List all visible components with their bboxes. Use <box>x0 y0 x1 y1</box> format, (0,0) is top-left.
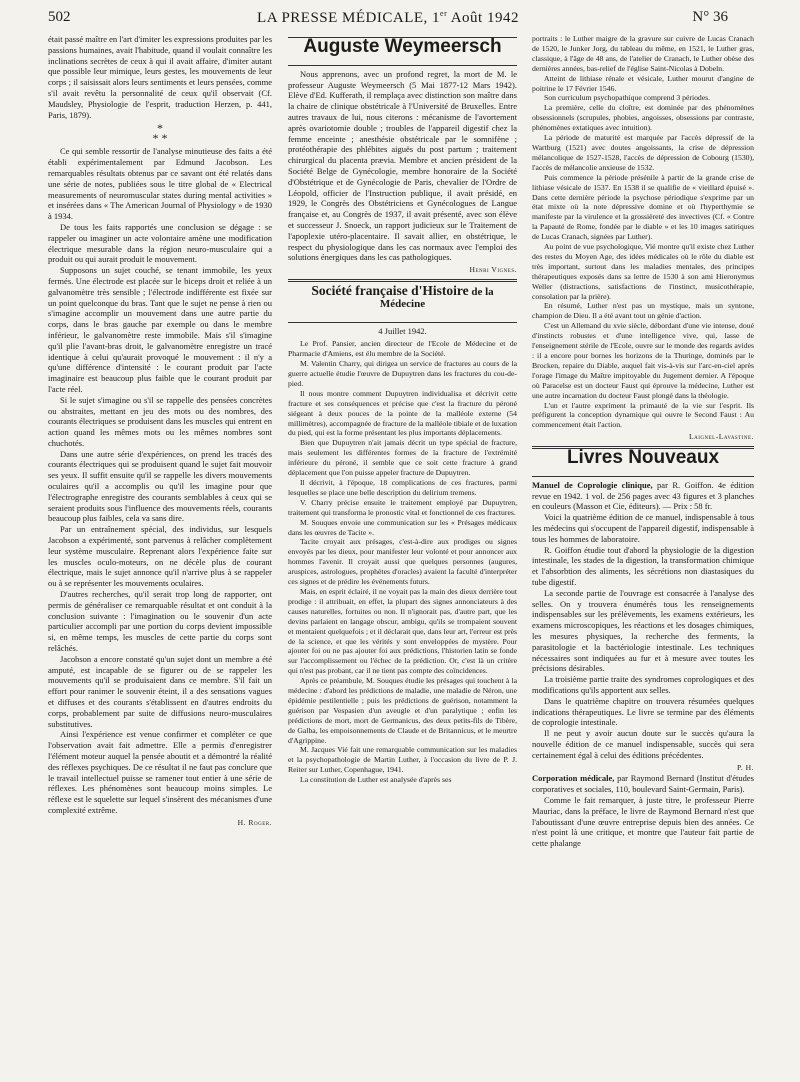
paragraph: Supposons un sujet couché, se tenant immobile, les yeux fermés. Une électrode est placée sur le biceps droit et reliée à un galvanomètre très sensible ; l'électrode indifférente est fixée sur un point quelconque du bras. Tant que le sujet ne pense à rien ou s'imagine accomplir un mouvement dans une autre partie du corps, dans le bras gauche par exemple ou dans le membre inférieur, le galvanomètre reste immobile. Mais s'il s'imagine qu'il plie l'avant-bras droit, le galvanomètre enregistre un tracé identique à celui qu'aurait provoqué le mouvement : il n'y a qu'une différence d'intensité : le courant produit par l'acte imaginaire est beaucoup plus faible que le courant produit par l'acte réel. <box>48 265 272 394</box>
book-citation <box>532 773 754 795</box>
books-section-title: Livres Nouveaux <box>566 447 720 469</box>
paragraph: V. Charry précise ensuite le traitement employé par Dupuytren, traitement qui transforma le pronostic vital et fonctionnel de ces fractures. <box>288 497 517 517</box>
paragraph: Tacite croyait aux présages, c'est-à-dire aux prodiges ou signes envoyés par les dieux, pour manifester leur volonté et pour annoncer aux hommes l'avenir. Il croyait aussi que quelques personnes (augures, aruspices, astrologues, prophètes d'oracles) avaient la faculté d'interpréter ces signes et de prédire les événements futurs. <box>288 537 517 587</box>
divider <box>288 65 517 66</box>
paragraph: En résumé, Luther n'est pas un mystique, mais un syntone, champion de Dieu. Il a été avant tout un génie d'action. <box>532 301 754 321</box>
book-title: Manuel de Coprologie clinique, <box>532 479 653 490</box>
paragraph: Si le sujet s'imagine ou s'il se rappelle des pensées concrètes ou abstraites, mettant en jeu des mots ou des nombres, des courants électriques se produisent dans les muscles qui entrent en action quand les mêmes mots ou les mêmes nombres sont chuchotés. <box>48 394 272 448</box>
divider <box>532 476 754 477</box>
paragraph: Ce qui semble ressortir de l'analyse minutieuse des faits a été établi expérimentalement par Edmund Jacobson. Les remarquables résultats obtenus par ce savant ont été relatés dans une série de notes, publiées sous le titre global de « Electrical measurements of neuromuscular states during mental activities » et insérées dans « The American Journal of Physiology » de 1930 à 1934. <box>48 146 272 222</box>
reviewer-signature: P. H. <box>736 762 754 772</box>
divider <box>288 279 517 282</box>
book-review <box>532 773 754 849</box>
paragraph: Par un entraînement spécial, des individus, sur lesquels Jacobson a expérimenté, sont parvenus à relâcher complètement leur système musculaire. Reprenant alors l'expérience faite sur les muscles oculo-moteurs, on ne décèle plus de courant électrique, mais le sujet annonce qu'il n'arrive plus à se rappeler ou à se représenter les mouvements oculaires. <box>48 524 272 589</box>
paragraph: Dans une autre série d'expériences, on prend les tracés des courants électriques qui se produisent quand le sujet fait mouvoir ses yeux. Il suffit ensuite qu'il se rappelle les divers mouvements oculaires qu'il a accomplis ou qu'il les imagine pour que l'électrographe enregistre des courants semblables à ceux qui se seraient produits sous l'influence des mouvements réels, courants beaucoup plus faibles, cela va sans dire. <box>48 448 272 524</box>
issue-date: Août 1942 <box>450 10 519 26</box>
paragraph: Dans le quatrième chapitre on trouvera résumées quelques indications thérapeutiques. Le livre se termine par des éléments de coprologie intestinale. <box>532 695 754 728</box>
society-title-rest: de la Médecine <box>379 285 494 310</box>
book-details: par Raymond Bernard (Institut d'études corporatives et sociales, 110, boulevard Saint-Germain, Paris). <box>532 773 754 795</box>
paragraph: Ainsi l'expérience est venue confirmer et compléter ce que l'observation avait fait admettre. Elle a permis d'enregistrer l'élément moteur auquel la pensée aboutit et a démontré la réalité des réflexes psychiques. De ce résultat il ne faut pas conclure que le travail intellectuel puisse se ramener tout entier à une série de réflexes. Les phénomènes sont beaucoup moins simples. Le réflexe est le squelette sur lequel s'insèrent des mécanismes d'une complexité extrême. <box>48 729 272 815</box>
paragraph: La constitution de Luther est analysée d'après ses <box>300 775 452 785</box>
column-middle <box>288 34 517 1074</box>
paragraph: M. Jacques Vié fait une remarquable communication sur les maladies et la psychopathologie de Martin Luther, à l'occasion du livre de P. J. Reiter sur Luther, Copenhague, 1941. <box>288 745 517 775</box>
paragraph: La première, celle du cloître, est dominée par des phénomènes obsessionnels (scrupules, phobies, angoisses, obsessions par contraste, phénomènes extatiques avec intuition). <box>532 103 754 133</box>
paragraph: était passé maître en l'art d'imiter les expressions produites par les passions humaines, avait l'habitude, quand il voulait connaître les inclinations secrètes de ceux à qui il avait affaire, d'imiter autant que possible leur mimique, leurs gestes, les mouvements de leur corps ; il saisissait alors leurs sentiments et leurs pensées, comme s'il avait revêtu la personnalité de ceux qu'il observait (Cf. Maudsley, Physiologie de l'esprit, traduction Herzen, p. 441, Paris, 1879). <box>48 34 272 120</box>
page-number: 502 <box>48 9 71 25</box>
obituary-title: Auguste Weymeersch <box>303 36 502 57</box>
section-asterisks: * * * <box>152 121 168 146</box>
paragraph: Mais, en esprit éclairé, il ne voyait pas la main des dieux derrière tout prodige : il attribuait, en effet, la plupart des signes annonciateurs à des causes naturelles, fortuites ou non. Il n'ignorait pas, d'autre part, que les devins parlaient en langage obscur, ambigu, qu'ils se trompaient souvent et mentaient quelquefois ; et il déclarait que, dans leur art, l'erreur est près de la science, et que les vérités y sont enveloppées de mystère. Pour ajouter foi ou ne pas ajouter foi aux prédictions, l'historien latin se fonde sur l'accomplissement ou l'échec de la prédiction. Or, c'est là un critère qui n'est pas probant, car il ne tient pas compte des coïncidences. <box>288 586 517 676</box>
paragraph: La période de maturité est marquée par l'accès dépressif de la Wartburg (1521) avec doutes angoissants, la crise de dépression mélancolique de 1527-1528, l'accès de dépression de Cobourg (1530), l'accès de mélancolie anxieuse de 1532. <box>532 133 754 172</box>
paragraph: L'un et l'autre expriment la primauté de la vie sur l'esprit. Ils préfigurent la conception dynamique qui ouvre le Second Faust : Au commencement était l'action. <box>532 400 754 430</box>
book-details: par R. Goiffon. 4e édition revue en 1942. 1 vol. de 256 pages avec 43 figures et 3 planches en couleurs (Masson et Cie, éditeurs). — Prix : 58 fr. <box>532 479 754 512</box>
divider <box>288 322 517 323</box>
column-right <box>532 34 754 1074</box>
paragraph: Il décrivit, à l'époque, 18 complications de ces fractures, parmi lesquelles se place une belle description du delirium tremens. <box>288 478 517 497</box>
paragraph: R. Goiffon étudie tout d'abord la physiologie de la digestion intestinale, les stades de la digestion, la transformation chimique et l'absorbtion des aliments, les sécrétions non diastasiques du tube digestif. <box>532 544 754 588</box>
paragraph: Bien que Dupuytren n'ait jamais décrit un type spécial de fracture, mais seulement les différentes formes de la fracture de l'extrémité inférieure du péroné, il semble que ce soit cette fracture à grand déplacement que l'on puisse appeler fracture de Dupuytren. <box>288 438 517 478</box>
issue-number: N° 36 <box>692 9 728 25</box>
paragraph: Atteint de lithiase rénale et vésicale, Luther mourut d'angine de poitrine le 17 Février 1546. <box>532 73 754 93</box>
paragraph: Voici la quatrième édition de ce manuel, indispensable à tous les médecins qui s'occupent de l'appareil digestif, indispensable à tous les hommes de laboratoire. <box>532 512 754 544</box>
paragraph: C'est un Allemand du xvie siècle, débordant d'une vie intense, doué d'instincts robustes et d'une intelligence vive, qui, lasse de l'enseignement stérile de l'Ecole, ouvre sur le monde des regards avides : il a encore pour bornes les horizons de la Thuringe, dominés par le Brocken, repaire du Diable, auquel fait vis-à-vis sur l'arc-en-ciel après l'orage l'image du Maître impitoyable du Jugement dernier. A l'époque où Paracelse est un docteur Faust qui éprouve la médecine, Luther est une autre incarnation du docteur Faust plongé dans la théologie. <box>532 321 754 400</box>
paragraph: Il ne peut y avoir aucun doute sur le succès qu'aura la nouvelle édition de ce manuel indispensable, succès qui sera certainement égal à celui des éditions précédentes. <box>532 728 754 760</box>
paragraph: Jacobson a encore constaté qu'un sujet dont un membre a été amputé, est incapable de se figurer ou de se rappeler les mouvements qu'il se produisaient dans ce membre. S'il fait un effort pour ranimer le souvenir éteint, il a des sensations vagues et diffuses et des courants s'établissent en d'autres endroits du corps, probablement par suite de diffusions neuro-musculaires substitutives. <box>48 653 272 729</box>
paragraph: Après ce préambule, M. Souques étudie les présages qui touchent à la médecine : d'abord les prédictions de maladie, une maladie de Néron, une épidémie pestilentielle ; puis les prédictions de guérison, notamment la guérison par Vespasien d'un aveugle et d'un paralytique ; enfin les prédictions de mort, mort de Germanicus, des deux petits-fils de Tibère, de Galba, les empoisonnements de Claude et de Britannicus, et le meurtre d'Agrippine. <box>288 676 517 745</box>
journal-name: LA PRESSE MÉDICALE, <box>257 10 428 26</box>
society-title <box>288 282 517 310</box>
paragraph: Comme le fait remarquer, à juste titre, le professeur Pierre Mauriac, dans la préface, le livre de Raymond Bernard n'est que l'aboutissant d'une œuvre entreprise depuis bien des années. Ce n'est point là une critique, et montre que l'auteur fait partie de cette phalange <box>532 794 754 849</box>
paragraph: Puis commence la période présénile à partir de la grande crise de lithiase vésicale de 1537. En 1538 il se qualifie de « vieillard épuisé ». Dans cette dernière période la psychose périodique s'exprime par un état mixte où la note dépressive domine et où l'hyperthymie se manifeste par la virulence et la grossièreté des invectives (Cf. « Contre la Papauté de Rome, fondée par le diable » et les 10 images satiriques de Lucas Cranach, signées par Luther). <box>532 172 754 242</box>
paragraph: La seconde partie de l'ouvrage est consacrée à l'analyse des selles. On y trouvera énumérés tous les renseignements indispensables sur les prélèvements, les examens extérieurs, les examens microscopiques, les réactions et les dosages chimiques, les mesures physiques, la recherche des ferments, la parasitologie et la bactériologie intestinale. Les techniques nécessaires sont indiquées au fur et à mesure avec toutes les précisions désirables. <box>532 587 754 674</box>
paragraph: Son curriculum psychopathique comprend 3 périodes. <box>544 93 711 103</box>
paragraph: portraits : le Luther maigre de la gravure sur cuivre de Lucas Cranach de 1520, le Junker Jorg, du tableau du même, en 1521, le Luther gras, classique, à l'âge de 48 ans, de l'atelier de Cranach, le Luther obèse des dernières années, bas-relief de l'église Saint-Nicolas à Dobeln. <box>532 34 754 73</box>
journal-title <box>48 9 728 27</box>
paragraph: M. Valentin Charry, qui dirigea un service de fractures au cours de la guerre actuelle étudie l'œuvre de Dupuytren dans les fractures du cou-de-pied. <box>288 359 517 388</box>
paragraph: D'autres recherches, qu'il serait trop long de rapporter, ont permis de généraliser ce remarquable résultat et ont conduit à la conclusion suivante : l'imagination ou le souvenir d'un acte particulier accompli par une portion du corps devient impossible si, en même temps, les muscles de cette partie du corps sont relâchés. <box>48 589 272 654</box>
society-title-main: Société française d'Histoire <box>311 282 469 298</box>
page-header <box>48 9 728 29</box>
author-signature: Laignel-Lavastine. <box>688 432 754 442</box>
meeting-date: 4 Juillet 1942. <box>378 325 427 336</box>
paragraph: Au point de vue psychologique, Vié montre qu'il existe chez Luther des restes du Moyen Age, des idées médicales où le rôle du diable est très important, surtout dans les maladies mentales, des principes thérapeutiques exposés dans sa lettre de 1530 à son ami Hieronymus Weller (distractions, satisfactions de l'instinct, musicothérapie, consolation par la prière). <box>532 242 754 301</box>
book-citation <box>532 480 754 512</box>
paragraph: Le Prof. Pansier, ancien directeur de l'Ecole de Médecine et de Pharmacie d'Amiens, est élu membre de la Société. <box>288 339 517 359</box>
author-signature: H. Roger. <box>237 817 272 827</box>
paragraph: Nous apprenons, avec un profond regret, la mort de M. le professeur Auguste Weymeersch (5 Mai 1877-12 Mars 1942). Elève d'Ed. Kufferath, il remplaça avec distinction son maître dans la chaire de clinique obstétricale à l'Université de Bruxelles. Entre autres travaux de lui, nous citerons : mécanisme de l'avortement après ovariotomie double ; troubles de l'appareil digestif chez la femme enceinte ; anesthésie obstétricale par le somnifène ; protéothérapie des phlébites aiguës du post partum ; traitement chirurgical du placenta prævia. Membre et ancien président de la Société Belge de Gynécologie, membre honoraire de la Société d'Obstétrique et de Gynécologie de Paris, chevalier de l'Ordre de Léopold, officier de l'Instruction publique, il avait présidé, en 1929, le Congrès des Obstétriciens et Gynécologues de Langue française et, au Congrès de 1937, il avait présenté, avec son élève et successeur J. Snoeck, un rapport judicieux sur le Traitement de l'apoplexie utéro-placentaire. Il savait allier, en obstétrique, le respect du physiologique dans les cas normaux avec l'emploi des solutions énergiques dans les cas pathologiques. <box>288 68 517 263</box>
paragraph: Il nous montre comment Dupuytren individualisa et décrivit cette fracture et ses conséquences et précise que c'est la fracture du péroné siégeant à deux pouces de la pointe de la malléole externe (54 millimètres), accompagnée de fracture de la malléole tibiale et de luxation du pied, qui est la forme présentant les plus importants déplacements. <box>288 388 517 438</box>
author-signature: Henri Vignes. <box>469 265 517 275</box>
issue-day: 1 <box>432 10 441 26</box>
paragraph: M. Souques envoie une communication sur les « Présages médicaux dans les œuvres de Tacite ». <box>288 517 517 537</box>
society-report-continued <box>532 34 754 430</box>
paragraph: La troisième partie traite des syndromes coprologiques et des modifications qu'ils apportent aux selles. <box>532 674 754 695</box>
issue-day-suffix: er <box>440 9 448 18</box>
paragraph: De tous les faits rapportés une conclusion se dégage : se rappeler ou imaginer un acte volontaire amène une modification électrique mesurable dans la région neuro-musculaire qui a produit ou qui aurait produit le mouvement. <box>48 221 272 265</box>
society-report <box>288 339 517 785</box>
book-review <box>532 480 754 774</box>
book-title: Corporation médicale, <box>532 773 615 784</box>
column-left <box>48 34 272 1074</box>
